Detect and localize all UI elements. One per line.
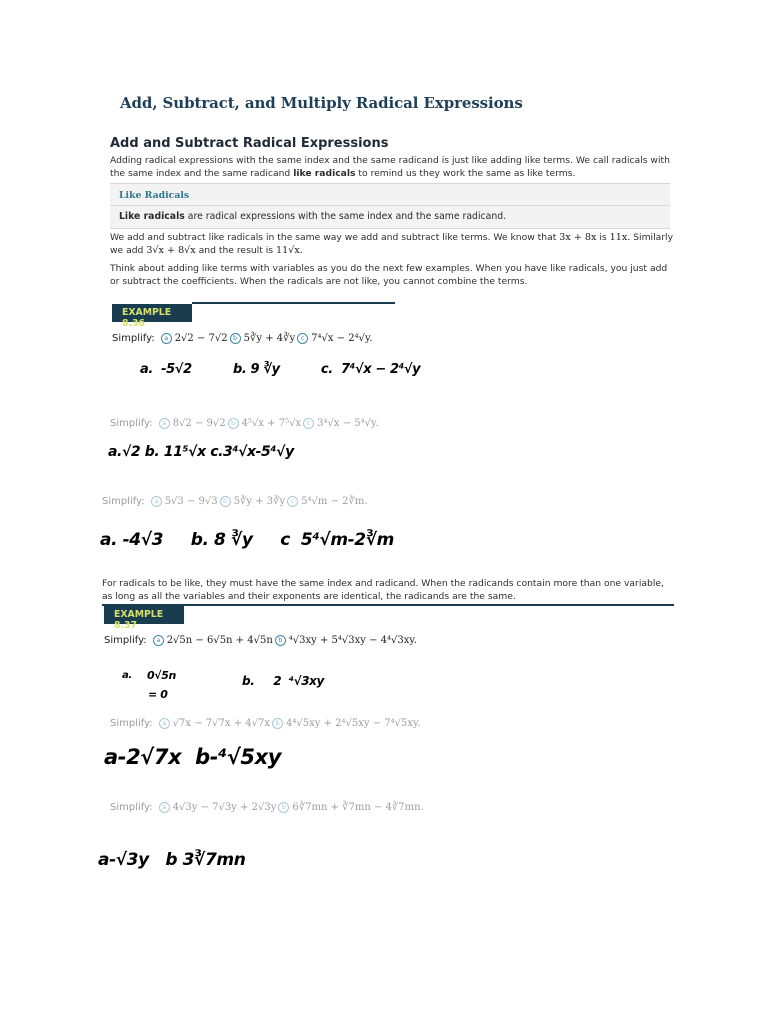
definition-divider: [110, 205, 670, 206]
part-a-marker: a: [159, 418, 170, 429]
part-a-marker: a: [151, 496, 162, 507]
like-radicals-paragraph: For radicals to be like, they must have the same index and radicand. When the radicands contain more than one variable, as long as all the variables and their exponents are identical, the radicands are the same.: [102, 578, 664, 602]
part-b-marker: b: [275, 635, 286, 646]
definition-bold: Like radicals: [119, 211, 185, 222]
handwritten-answer-try-1: a.√2 b. 11⁵√x c.3⁴√x-5⁴√y: [108, 444, 294, 460]
part-c-expression: 7⁴√x − 2⁴√y.: [311, 333, 373, 344]
part-b-expression: ⁴√3xy + 5⁴√3xy − 4⁴√3xy.: [288, 635, 417, 646]
math-11-root-x: 11√x.: [276, 244, 303, 256]
definition-box: [110, 183, 670, 229]
handwritten-8-37-a-result: = 0: [148, 688, 168, 701]
intro-paragraph: [110, 155, 675, 180]
part-c-marker: c: [287, 496, 298, 507]
example-8-37-banner: [104, 606, 184, 631]
part-b-marker: b: [278, 802, 289, 813]
part-b-expression: 4⁴√5xy + 2⁴√5xy − 7⁴√5xy.: [286, 718, 421, 729]
handwritten-answer-8-36: a. -5√2 b. 9 ∛y c. 7⁴√x − 2⁴√y: [140, 362, 421, 377]
p2-text-a: We add and subtract like radicals in the same way we add and subtract like terms. We know that: [110, 232, 560, 243]
handwritten-answer-try-3: a-2√7x b-⁴√5xy: [104, 745, 282, 769]
part-b-marker: b: [228, 418, 239, 429]
p2-text-b: is: [596, 232, 610, 243]
part-a-expression: 4√3y − 7√3y + 2√3y: [172, 802, 277, 813]
math-radical-sum: 3√x + 8√x: [146, 244, 196, 256]
intro-bold-term: like radicals: [293, 167, 356, 179]
example-8-37-label: EXAMPLE 8.37: [114, 609, 164, 631]
section-title: Add and Subtract Radical Expressions: [110, 136, 389, 151]
part-b-marker: b: [220, 496, 231, 507]
simplify-label: Simplify:: [110, 802, 153, 813]
part-a-expression: √7x − 7√7x + 4√7x: [172, 718, 271, 729]
part-b-expression: 6∛7mn + ∛7mn − 4∛7mn.: [292, 802, 424, 813]
simplify-label: Simplify:: [110, 418, 153, 429]
page-title: Add, Subtract, and Multiply Radical Expressions: [120, 94, 523, 112]
math-11x: 11x.: [609, 232, 631, 243]
handwritten-answer-try-4: a-√3y b 3∛7mn: [98, 850, 246, 870]
handwritten-8-37-a-label: a.: [122, 670, 132, 681]
example-8-37-problem: [104, 635, 417, 646]
part-b-expression: 5∛y + 3∛y: [233, 496, 286, 507]
try-it-2-problem: [102, 496, 368, 507]
simplify-label: Simplify:: [110, 718, 153, 729]
p2-text-d: and the result is: [195, 244, 277, 256]
definition-body: [119, 211, 506, 222]
part-b-expression: 5∛y + 4∛y: [243, 333, 296, 344]
part-a-expression: 8√2 − 9√2: [172, 418, 226, 429]
intro-text-1: Adding radical expressions with the same index and the same radicand is just like adding like terms. We call radicals with the same index and the same radicand: [110, 155, 670, 179]
intro-text-2: to remind us they work the same as like terms.: [355, 167, 576, 179]
try-it-1-problem: [110, 418, 379, 429]
part-b-marker: b: [230, 333, 241, 344]
try-it-3-problem: [110, 718, 421, 729]
math-3x-8x: 3x + 8x: [559, 232, 597, 243]
simplify-label: Simplify:: [104, 635, 147, 646]
definition-text: are radical expressions with the same index and the same radicand.: [184, 211, 507, 222]
example-8-37-rule: [102, 604, 674, 606]
part-a-marker: a: [153, 635, 164, 646]
part-c-marker: c: [297, 333, 308, 344]
handwritten-8-37-a-answer: 0√5n: [147, 669, 176, 682]
example-8-36-banner: [112, 304, 192, 329]
part-b-expression: 4⁵√x + 7⁵√x: [241, 418, 302, 429]
handwritten-answer-try-2: a. -4√3 b. 8 ∛y c 5⁴√m-2∛m: [100, 530, 394, 550]
think-paragraph: Think about adding like terms with variables as you do the next few examples. When you have like radicals, you just add or subtract the coefficients. When the radicals are not like, you cannot combine the terms.: [110, 263, 668, 287]
handwritten-8-37-b-answer: b. 2 ⁴√3xy: [242, 674, 324, 688]
part-b-marker: b: [272, 718, 283, 729]
part-a-expression: 5√3 − 9√3: [164, 496, 218, 507]
part-a-marker: a: [159, 802, 170, 813]
simplify-label: Simplify:: [102, 496, 145, 507]
part-a-marker: a: [161, 333, 172, 344]
like-terms-paragraph: [110, 232, 675, 257]
simplify-label: Simplify:: [112, 333, 155, 344]
try-it-4-problem: [110, 802, 424, 813]
p2-text-c: Similarly we add: [110, 232, 674, 256]
part-a-marker: a: [159, 718, 170, 729]
definition-heading: Like Radicals: [119, 190, 190, 201]
part-a-expression: 2√5n − 6√5n + 4√5n: [166, 635, 273, 646]
example-8-36-rule: [192, 302, 395, 304]
part-a-expression: 2√2 − 7√2: [174, 333, 228, 344]
example-8-36-label: EXAMPLE 8.36: [122, 307, 172, 329]
example-8-36-problem: [112, 333, 373, 344]
part-c-marker: c: [303, 418, 314, 429]
part-c-expression: 5⁴√m − 2∛m.: [301, 496, 368, 507]
part-c-expression: 3⁴√x − 5⁴√y.: [317, 418, 379, 429]
